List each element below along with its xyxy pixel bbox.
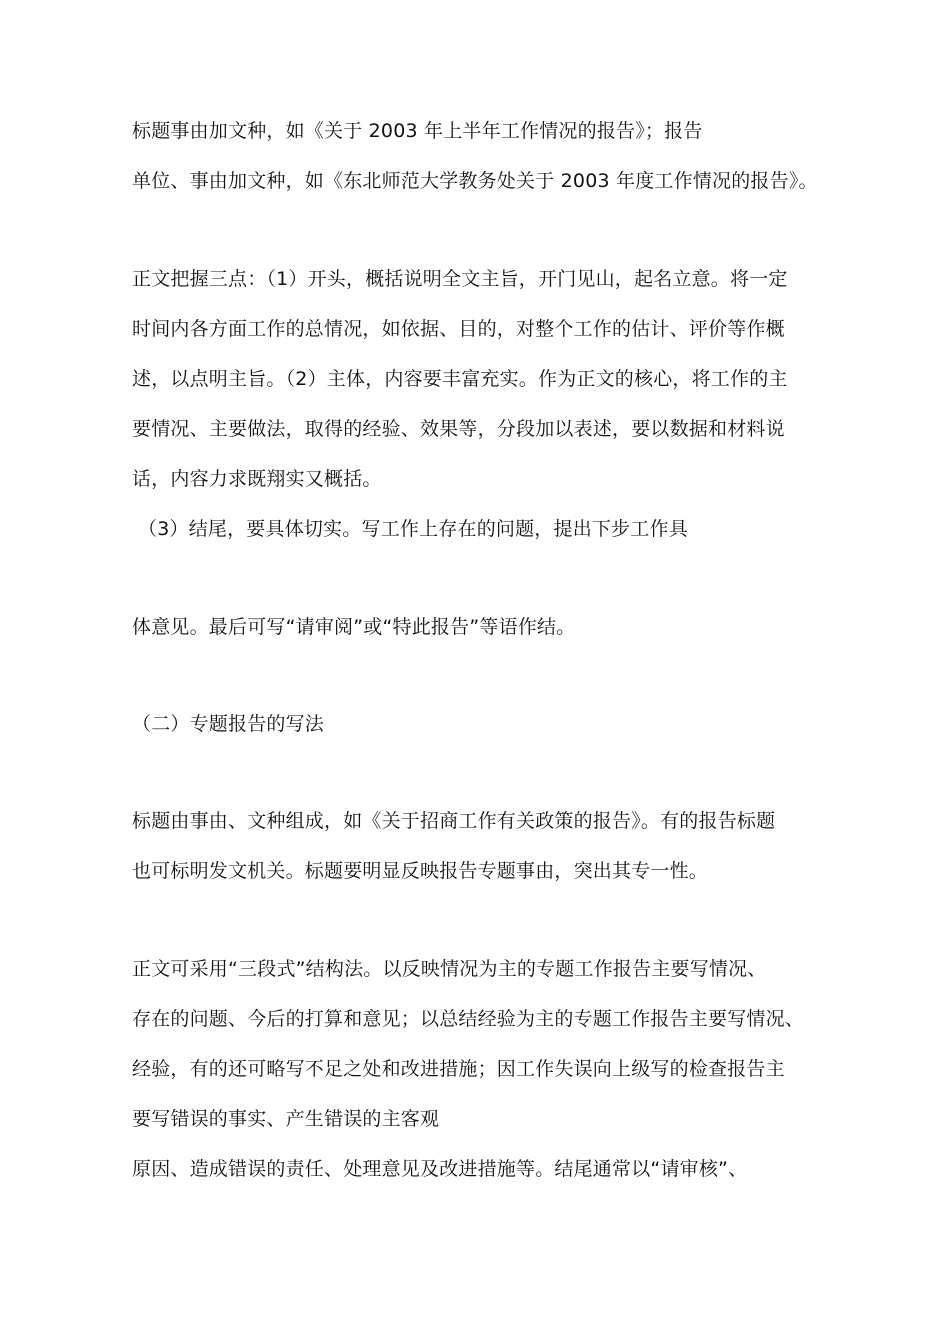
paragraph-2-line-5: 话，内容力求既翔实又概括。 [132, 468, 382, 490]
section-heading: （二）专题报告的写法 [132, 713, 325, 735]
paragraph-3-line-1: 体意见。最后可写“请审阅”或“特此报告”等语作结。 [132, 616, 576, 638]
paragraph-5-line-5: 原因、造成错误的责任、处理意见及改进措施等。结尾通常以“请审核”、 [132, 1158, 748, 1180]
paragraph-2-line-6: （3）结尾，要具体切实。写工作上存在的问题，提出下步工作具 [138, 518, 688, 540]
paragraph-2-line-2: 时间内各方面工作的总情况，如依据、目的，对整个工作的估计、评价等作概 [132, 318, 785, 340]
paragraph-5-line-4: 要写错误的事实、产生错误的主客观 [132, 1108, 440, 1130]
paragraph-5-line-3: 经验，有的还可略写不足之处和改进措施；因工作失误向上级写的检查报告主 [132, 1058, 785, 1080]
paragraph-2-line-1: 正文把握三点：（1）开头，概括说明全文主旨，开门见山，起名立意。将一定 [132, 268, 788, 290]
paragraph-5-line-1: 正文可采用“三段式”结构法。以反映情况为主的专题工作报告主要写情况、 [132, 958, 767, 980]
paragraph-4-line-1: 标题由事由、文种组成，如《关于招商工作有关政策的报告》。有的报告标题 [132, 810, 776, 832]
paragraph-4-line-2: 也可标明发文机关。标题要明显反映报告专题事由，突出其专一性。 [132, 860, 709, 882]
paragraph-1-line-1: 标题事由加文种，如《关于 2003 年上半年工作情况的报告》；报告 [132, 120, 703, 142]
paragraph-1-line-2: 单位、事由加文种，如《东北师范大学教务处关于 2003 年度工作情况的报告》。 [132, 170, 818, 192]
paragraph-2-line-3: 述，以点明主旨。（2）主体，内容要丰富充实。作为正文的核心，将工作的主 [132, 368, 788, 390]
paragraph-2-line-4: 要情况、主要做法，取得的经验、效果等，分段加以表述，要以数据和材料说 [132, 418, 785, 440]
paragraph-5-line-2: 存在的问题、今后的打算和意见；以总结经验为主的专题工作报告主要写情况、 [132, 1008, 805, 1030]
